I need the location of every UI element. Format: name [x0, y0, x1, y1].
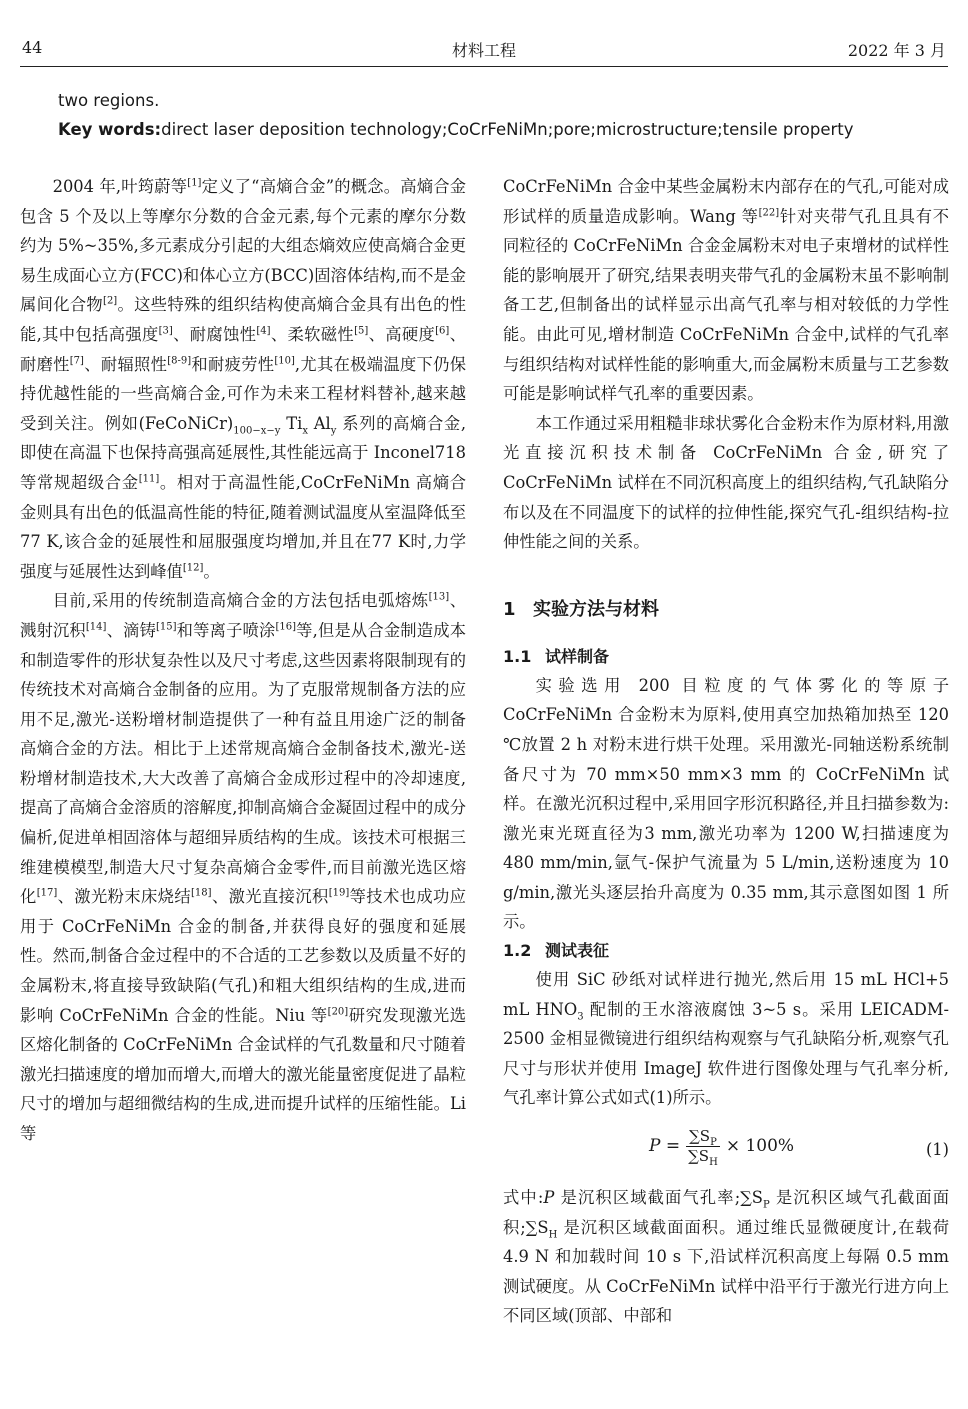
keywords-label: Key words: — [58, 120, 162, 139]
equation-fraction: $\frac{\sum S_P}{\sum S_H}$ — [688, 1127, 718, 1169]
page-number: 44 — [22, 38, 43, 57]
aim-paragraph: 本工作通过采用粗糙非球状雾化合金粉末作为原材料,用激光直接沉积技术制备 CoCrFeNiMn 合金,研究了 CoCrFeNiMn 试样在不同沉积高度上的组织结构,气孔缺陷分布以及在不同温度下的试样的拉伸性能,探究气孔-组织结构-拉伸性能之间的关系。 — [503, 413, 949, 552]
porosity-equation — [503, 1117, 949, 1181]
header-rule — [20, 66, 948, 67]
journal-name: 材料工程 — [451, 41, 516, 60]
section-1-2-heading: 1.2 测试表征 — [503, 941, 610, 961]
intro-paragraph-1: 2004 年,叶筠蔚等[1]定义了“高熵合金”的概念。高熵合金包含 5 个及以上等摩尔分数的合金元素,每个元素的摩尔分数约为 5%~35%,多元素成分引起的大组态熵效应使高熵合金更易生成面心立方(FCC)和体心立方(BCC)固溶体结构,而不是金属间化合物[2]。这些特殊的组织结构使高熵合金具有出色的性能,其中包括高强度[3]、耐腐蚀性[4]、柔软磁性[5]、高硬度[6]、耐磨性[7]、耐辐照性[8-9]和耐疲劳性[10],尤其在极端温度下仍保持优越性能的一些高熵合金,可作为未来工程材料替补,越来越受到关注。例如$(FeCoNiCr)_{100-x-y}$ $Ti_x$ $Al_y$ 系列的高熵合金,即使在高温下也保持高强高延展性,其性能远高于 Inconel718 等常规超级合金[11]。相对于高温性能,CoCrFeNiMn 高熵合金则具有出色的低温高性能的特征,随着测试温度从室温降低至77 K,该合金的延展性和屈服强度均增加,并且在77 K时,力学强度与延展性达到峰值[12]。 — [20, 177, 467, 581]
intro-paragraph-3: CoCrFeNiMn 合金中某些金属粉末内部存在的气孔,可能对成形试样的质量造成影响。Wang 等[22]针对夹带气孔且具有不同粒径的 CoCrFeNiMn 合金金属粉末对电子束增材的试样性能的影响展开了研究,结果表明夹带气孔的金属粉末虽不影响制备工艺,但制备出的试样显示出高气孔率与相对较低的力学性能。由此可见,增材制造 CoCrFeNiMn 合金中,试样的气孔率与组织结构对试样性能的影响重大,而金属粉末质量与工艺参数可能是影响试样气孔率的重要因素。 — [503, 177, 949, 404]
issue-date: 2022 年 3 月 — [847, 41, 946, 60]
equation-lhs: P = — [649, 1135, 681, 1156]
left-column — [20, 172, 466, 1149]
page-header — [20, 38, 948, 64]
equation-rhs: × 100% — [725, 1135, 795, 1156]
sample-prep-paragraph: 实验选用 200 目粒度的气体雾化的等原子 CoCrFeNiMn 合金粉末为原料,使用真空加热箱加热至 120 ℃放置 2 h 对粉末进行烘干处理。采用激光-同轴送粉系统制备尺寸为 70 mm×50 mm×3 mm 的 CoCrFeNiMn 试样。在激光沉积过程中,采用回字形沉积路径,并且扫描参数为:激光束光斑直径为3 mm,激光功率为 1200 W,扫描速度为 480 mm/min,氩气-保护气流量为 5 L/min,送粉速度为 10 g/min,激光头逐层抬升高度为 0.35 mm,其示意图如图 1 所示。 — [503, 675, 949, 932]
testing-paragraph: 使用 SiC 砂纸对试样进行抛光,然后用 15 mL HCl+5 mL $HNO_3$ 配制的王水溶液腐蚀 3~5 s。采用 LEICADM-2500 金相显微镜进行组织结构观察与气孔缺陷分析,观察气孔尺寸与形状并使用 ImageJ 软件进行图像处理与气孔率分析,气孔率计算公式如式(1)所示。 — [503, 970, 949, 1108]
equation-explanation: 式中:P 是沉积区域截面气孔率$;\sum S_P$ 是沉积区域气孔截面面积$;\sum S_H$ 是沉积区域截面面积。通过维氏显微硬度计,在载荷 4.9 N 和加载时间 10 s 下,沿试样沉积高度上每隔 0.5 mm 测试硬度。从 CoCrFeNiMn 试样中沿平行于激光行进方向上不同区域(顶部、中部和 — [503, 1188, 949, 1326]
equation-number: (1) — [925, 1140, 949, 1160]
section-1-1-heading: 1.1 试样制备 — [503, 646, 610, 666]
section-1-heading: 1 实验方法与材料 — [503, 598, 659, 620]
abstract-tail: two regions. — [58, 91, 160, 110]
right-column — [503, 172, 949, 1331]
intro-paragraph-2: 目前,采用的传统制造高熵合金的方法包括电弧熔炼[13]、溅射沉积[14]、滴铸[15]和等离子喷涂[16]等,但是从合金制造成本和制造零件的形状复杂性以及尺寸考虑,这些因素将限制现有的传统技术对高熵合金制备的应用。为了克服常规制备方法的应用不足,激光-送粉增材制造提供了一种有益且用途广泛的制备高熵合金的方法。相比于上述常规高熵合金制备技术,激光-送粉增材制造技术,大大改善了高熵合金成形过程中的冷却速度,提高了高熵合金溶质的溶解度,抑制高熵合金凝固过程中的成分偏析,促进单相固溶体与超细异质结构的生成。该技术可根据三维建模模型,制造大尺寸复杂高熵合金零件,而目前激光选区熔化[17]、激光粉末床烧结[18]、激光直接沉积[19]等技术也成功应用于 CoCrFeNiMn 合金的制备,并获得良好的强度和延展性。然而,制备合金过程中的不合适的工艺参数以及质量不好的金属粉末,将直接导致缺陷(气孔)和粗大组织结构的生成,进而影响 CoCrFeNiMn 合金的性能。Niu 等[20]研究发现激光选区熔化制备的 CoCrFeNiMn 合金试样的气孔数量和尺寸随着激光扫描速度的增加而增大,而增大的激光能量密度促进了晶粒尺寸的增加与超细微结构的生成,进而提升试样的压缩性能。Li 等 — [20, 591, 466, 1143]
keywords-text: direct laser deposition technology;CoCrFeNiMn;pore;microstructure;tensile property — [161, 120, 854, 139]
keywords-line — [58, 120, 938, 139]
